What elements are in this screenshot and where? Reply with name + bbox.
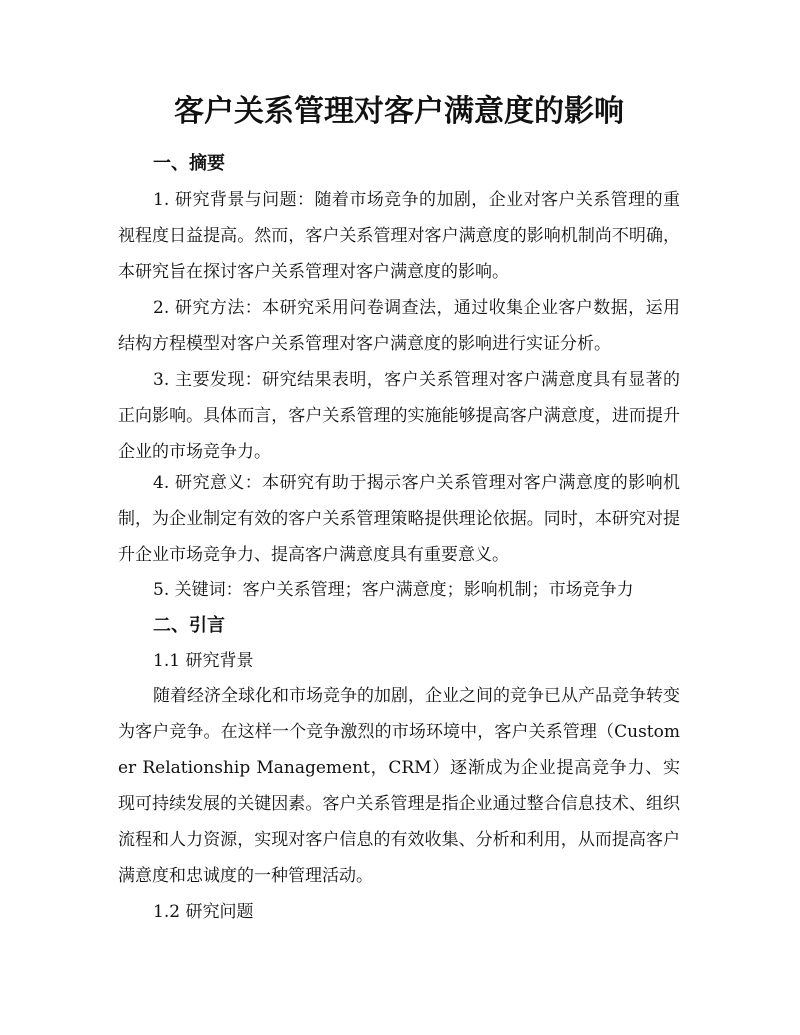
abstract-item-1: 1. 研究背景与问题：随着市场竞争的加剧，企业对客户关系管理的重视程度日益提高。然而，客户关系管理对客户满意度的影响机制尚不明确，本研究旨在探讨客户关系管理对客户满意度的影响。 [118, 190, 680, 282]
abstract-item-2: 2. 研究方法：本研究采用问卷调查法，通过收集企业客户数据，运用结构方程模型对客户关系管理对客户满意度的影响进行实证分析。 [118, 298, 680, 354]
section-heading-abstract: 一、摘要 [153, 153, 225, 174]
subsection-heading-background: 1.1 研究背景 [153, 651, 254, 671]
intro-paragraph: 随着经济全球化和市场竞争的加剧，企业之间的竞争已从产品竞争转变为客户竞争。在这样一个竞争激烈的市场环境中，客户关系管理（Customer Relationship Management，CRM）逐渐成为企业提高竞争力、实现可持续发展的关键因素。客户关系管理是指企业通过整合信息技术、组织流程和人力资源，实现对客户信息的有效收集、分析和利用，从而提高客户满意度和忠诚度的一种管理活动。 [118, 686, 680, 886]
document-title: 客户关系管理对客户满意度的影响 [174, 94, 624, 129]
abstract-item-3: 3. 主要发现：研究结果表明，客户关系管理对客户满意度具有显著的正向影响。具体而言，客户关系管理的实施能够提高客户满意度，进而提升企业的市场竞争力。 [118, 370, 680, 462]
section-heading-intro: 二、引言 [153, 615, 225, 636]
abstract-item-4: 4. 研究意义：本研究有助于揭示客户关系管理对客户满意度的影响机制，为企业制定有效的客户关系管理策略提供理论依据。同时，本研究对提升企业市场竞争力、提高客户满意度具有重要意义。 [118, 473, 680, 565]
subsection-heading-question: 1.2 研究问题 [153, 902, 254, 922]
abstract-item-5: 5. 关键词：客户关系管理；客户满意度；影响机制；市场竞争力 [153, 580, 634, 600]
